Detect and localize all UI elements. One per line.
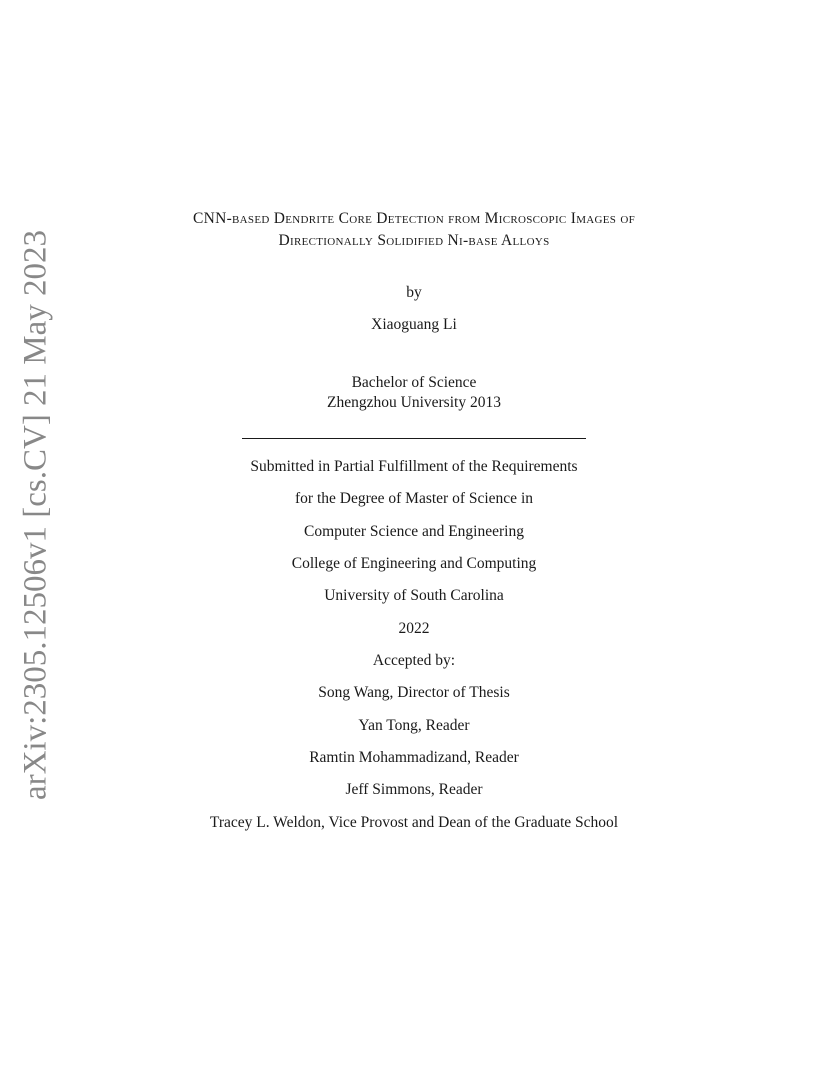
horizontal-divider xyxy=(242,438,586,439)
accepted-by-heading: Accepted by: xyxy=(372,652,456,669)
author-name: Xiaoguang Li xyxy=(371,316,457,333)
byline: by xyxy=(406,284,422,301)
committee-member: Ramtin Mohammadizand, Reader xyxy=(309,749,519,766)
arxiv-identifier-stamp: arXiv:2305.12506v1 [cs.CV] 21 May 2023 xyxy=(17,229,54,801)
college-name: College of Engineering and Computing xyxy=(291,555,537,572)
submission-statement-line-1: Submitted in Partial Fulfillment of the Requirements xyxy=(250,458,578,475)
submission-year: 2022 xyxy=(398,620,430,637)
committee-member: Song Wang, Director of Thesis xyxy=(318,684,510,701)
submission-statement-line-2: for the Degree of Master of Science in xyxy=(295,490,533,507)
thesis-title-line-2: Directionally Solidified Ni-base Alloys xyxy=(278,232,550,249)
committee-member: Yan Tong, Reader xyxy=(358,717,470,734)
committee-member: Tracey L. Weldon, Vice Provost and Dean of the Graduate School xyxy=(209,814,619,831)
prior-institution: Zhengzhou University 2013 xyxy=(327,394,501,411)
university-name: University of South Carolina xyxy=(324,587,504,604)
prior-degree: Bachelor of Science xyxy=(351,374,477,391)
program-name: Computer Science and Engineering xyxy=(304,523,524,540)
committee-member: Jeff Simmons, Reader xyxy=(345,781,483,798)
thesis-title-line-1: CNN-based Dendrite Core Detection from Microscopic Images of xyxy=(192,210,636,227)
